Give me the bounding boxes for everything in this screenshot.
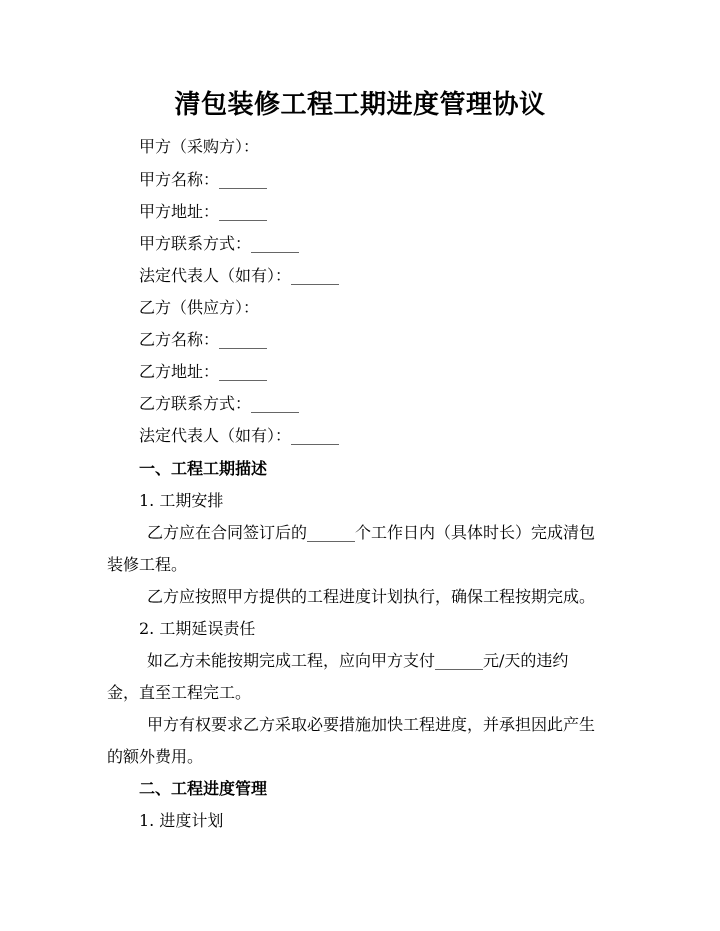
document-title: 清包装修工程工期进度管理协议 <box>174 90 546 120</box>
section1-item2: 2. 工期延误责任 <box>139 619 256 638</box>
section1-paragraph3-line2: 金，直至工程完工。 <box>107 683 252 702</box>
section1-paragraph1-line2: 装修工程。 <box>107 555 188 574</box>
section1-paragraph3-line1: 如乙方未能按期完成工程，应向甲方支付______元/天的违约 <box>147 651 569 670</box>
section2-item1: 1. 进度计划 <box>139 811 224 830</box>
section1-heading: 一、工程工期描述 <box>139 459 268 478</box>
party-a-representative: 法定代表人（如有）：______ <box>139 266 340 285</box>
section1-item1: 1. 工期安排 <box>139 491 224 510</box>
party-b-address: 乙方地址：______ <box>139 362 268 381</box>
section1-paragraph4-line1: 甲方有权要求乙方采取必要措施加快工程进度，并承担因此产生 <box>147 715 596 734</box>
party-b-header: 乙方（供应方）： <box>139 298 260 317</box>
party-b-name: 乙方名称：______ <box>139 330 268 349</box>
party-a-address: 甲方地址：______ <box>139 202 268 221</box>
party-a-header: 甲方（采购方）： <box>139 137 260 156</box>
party-b-contact: 乙方联系方式：______ <box>139 394 300 413</box>
section1-paragraph1-line1: 乙方应在合同签订后的______个工作日内（具体时长）完成清包 <box>147 523 596 542</box>
section1-paragraph2: 乙方应按照甲方提供的工程进度计划执行，确保工程按期完成。 <box>147 587 596 606</box>
section1-paragraph4-line2: 的额外费用。 <box>107 747 204 766</box>
section2-heading: 二、工程进度管理 <box>139 779 268 798</box>
party-b-representative: 法定代表人（如有）：______ <box>139 426 340 445</box>
party-a-name: 甲方名称：______ <box>139 170 268 189</box>
party-a-contact: 甲方联系方式：______ <box>139 234 300 253</box>
